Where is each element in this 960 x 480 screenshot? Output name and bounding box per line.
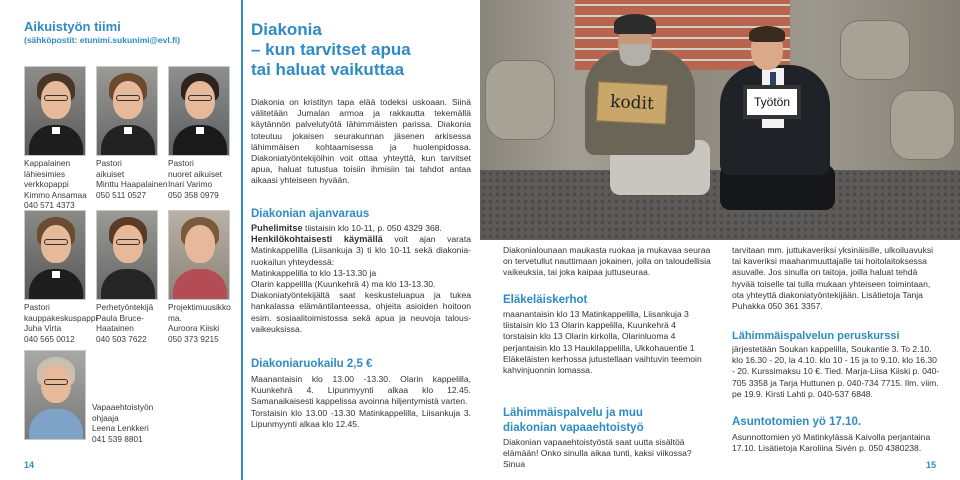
page-title xyxy=(251,20,411,80)
visit-text: voit ajan varata Matinkappelilla (Liisankuja 3) ti klo 10-11 sekä diakoniaruokailun yhteydessä: Matinkappelilla to klo 13-13.30 ja Olarin kappelilla (Kuunkehrä 4) ma klo 13-13.30. Diakoniatyöntekijältä saat keskusteluapua ja tukea hankalassa elämäntilanteessa, ohjeita asioiden hoitoon esim. sosiaalitoimistossa sekä apua ja neuvoja talousvaikeuksissa. xyxy=(251,234,471,334)
staff-caption: Perhetyöntekijä Paula Bruce- Haatainen 040 503 7622 xyxy=(96,302,154,344)
staff-caption: Pastori nuoret aikuiset Inari Varimo 050 358 0979 xyxy=(168,158,222,200)
portrait-photo xyxy=(24,350,86,440)
section-heading: Eläkeläiskerhot xyxy=(503,294,588,306)
page-divider xyxy=(241,0,243,480)
staff-caption: Kappalainen lähiesimies verkkopappi Kimmo Ansamaa 040 571 4373 xyxy=(24,158,87,211)
homeless-night-text: Asunnottomien yö Matinkylässä Kaivolla perjantaina 17.10. Lisätietoja Karoliina Sivén p. 050 4380238. xyxy=(732,432,931,454)
title-line: – kun tarvitset apua xyxy=(251,40,411,59)
cover-photo xyxy=(480,0,960,240)
portrait-photo xyxy=(96,66,158,156)
staff-caption: Projektimuusikko ma. Auroora Kiiski 050 373 9215 xyxy=(168,302,231,344)
section-heading: Asuntotomien yö 17.10. xyxy=(732,416,862,428)
senior-clubs-text: maanantaisin klo 13 Matinkappelilla, Liisankuja 3 tiistaisin klo 13 Olarin kappelilla, Kuunkehrä 4 torstaisin klo 13 Olarin kirkolla, Olarinluoma 4 perjantaisin klo 13 Haukilappelilla, Ukkohauentie 1 Eläkeläisten kerhossa jutustellaan vaihtuvin teemoin kahvinjuonnin lomassa. xyxy=(503,309,702,376)
cardboard-sign: kodit xyxy=(596,81,668,125)
staff-caption: Vapaaehtoistyön ohjaaja Leena Lenkkeri 041 539 8801 xyxy=(92,402,154,444)
intro-paragraph: Diakonia on kristityn tapa elää todeksi uskoaan. Siinä välitetään Jumalan armoa ja rakkautta tekemällä käytännön palvelutyötä lähimmäisten parissa. Diakonia toteutuu jokaisen seurakunnan jäsenen arkisessa lähimmäisen kohtaamisessa ja huolenpidossa. Diakoniatyöntekijöihin voit ottaa yhteyttä, kun tarvitset apua, haluat tutustua toisiin ihmisiin tai tahdot antaa aikaasi yhteiseen hyvään. xyxy=(251,97,471,186)
phone-text: tiistaisin klo 10-11, p. 050 4329 368. xyxy=(302,223,442,233)
meal-text: Maanantaisin klo 13.00 -13.30. Olarin kappelilla, Kuunkehrä 4. Lipunmyynti alkaa klo 12.45. Samanaikaisesti kappelissa avoinna hiljentymistä varten. Torstaisin klo 13.00 -13.30 Matinkappelilla, Liisankuja 3. Lipunmyynti alkaa klo 12.45. xyxy=(251,374,471,429)
left-page xyxy=(0,0,240,480)
title-line: tai haluat vaikuttaa xyxy=(251,60,405,79)
section-heading: Diakoniaruokailu 2,5 € xyxy=(251,358,373,370)
portrait-photo xyxy=(96,210,158,300)
volunteer-text: Diakonian vapaaehtoistyöstä saat uutta sisältöä elämään! Onko sinulla aikaa tunti, kaksi viikossa? Sinua xyxy=(503,437,692,470)
phone-label: Puhelimitse xyxy=(251,223,303,233)
title-line: Diakonia xyxy=(251,20,322,39)
portrait-photo xyxy=(168,210,230,300)
section-heading: Lähimmäispalvelun peruskurssi xyxy=(732,330,900,342)
course-text: järjestetään Soukan kappelilla, Soukantie 3. To 2.10. klo 16.30 - 20, la 4.10. klo 10 - 15 ja to 9.10. klo 16.30 - 20. Kurssimaksu 10 €. Tied. Marja-Liisa Kiiski p. 040-705 3358 ja Tarja Huttunen p. 040-734 7715. Ilm. viim. pe 19.9. Kirsti Lahti p. 040-537 6848. xyxy=(732,344,940,399)
portrait-photo xyxy=(168,66,230,156)
visit-label: Henkilökohtaisesti käymällä xyxy=(251,234,383,245)
team-email-note: (sähköpostit: etunimi.sukunimi@evl.fi) xyxy=(24,35,181,45)
section-heading xyxy=(503,406,644,436)
heading-line: diakonian vapaaehtoistyö xyxy=(503,422,644,434)
page-number: 15 xyxy=(926,460,937,470)
staff-caption: Pastori aikuiset Minttu Haapalainen 050 511 0527 xyxy=(96,158,168,200)
heading-line: Lähimmäispalvelu ja muu xyxy=(503,407,643,419)
portrait-photo xyxy=(24,66,86,156)
volunteer-continued: tarvitaan mm. juttukaveriksi yksinäisille, ulkoiluavuksi tai kaveriksi maahanmuuttajalle tai hoitolaitoksessa asuvalle. Jos sinulla on taitoja, joilla haluat tehdä hyvää toiselle tai tulla mukaan yhteiseen toimintaan, ota yhteyttä diakoniatyöntekijään. Lisätietoja Tanja Puhakka 050 361 3357. xyxy=(732,245,934,312)
portrait-photo xyxy=(24,210,86,300)
team-title: Aikuistyön tiimi xyxy=(24,19,121,34)
staff-caption: Pastori kauppakeskuspappi Juha Virta 040 565 0012 xyxy=(24,302,98,344)
page-number: 14 xyxy=(24,460,35,470)
section-heading: Diakonian ajanvaraus xyxy=(251,208,370,220)
unemployed-sign: Työtön xyxy=(743,85,801,119)
lunch-paragraph: Diakonialounaan maukasta ruokaa ja mukavaa seuraa on tervetullut nauttimaan jokainen, jolla on taloudellisia vaikeuksia, tai joka kaipaa juttuseuraa. xyxy=(503,245,711,278)
booking-text xyxy=(251,223,471,335)
